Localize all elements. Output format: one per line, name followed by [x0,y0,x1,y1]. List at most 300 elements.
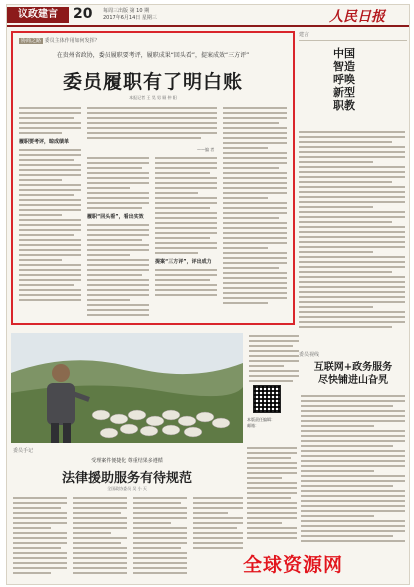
text-line [193,532,243,534]
text-line [19,154,81,156]
text-line [301,525,405,527]
text-line [299,291,405,293]
text-line [13,557,67,559]
text-line [223,107,287,109]
kicker-tag: 协商之路 [21,38,42,44]
text-line [301,475,405,477]
text-line [133,532,187,534]
right-bottom-section: 委员视线 [299,352,320,358]
text-line [249,355,299,357]
text-line [299,221,392,223]
text-line [223,212,287,214]
issue-info [103,8,157,22]
bottom-middle-column [247,447,297,542]
text-line [13,507,61,509]
text-line [133,547,181,549]
text-line [87,274,142,276]
text-line [87,167,142,169]
text-line [247,507,297,509]
text-line [299,146,405,148]
text-line [301,400,405,402]
text-line [299,181,392,183]
text-line [193,517,243,519]
text-line [249,370,299,372]
text-line [13,532,67,534]
text-line [223,142,287,144]
text-line [301,425,374,427]
text-line [301,430,405,432]
text-line [223,197,268,199]
text-line [223,217,279,219]
page-number: 20 [73,6,93,22]
right-body [299,131,405,331]
text-line [155,284,217,286]
text-line [193,542,243,544]
text-line [87,177,149,179]
text-line [301,480,405,482]
text-line [301,450,405,452]
text-line [247,477,282,479]
text-line [13,542,67,544]
lead-column-2 [87,157,149,319]
text-line [13,512,67,514]
text-line [249,335,299,337]
text-line [223,287,287,289]
text-line [299,301,405,303]
text-line [133,572,187,574]
text-line [301,490,405,492]
text-line [247,532,297,534]
text-line [155,167,217,169]
text-line [133,497,187,499]
text-line [299,241,405,243]
text-line [223,202,287,204]
text-line [73,507,127,509]
text-line [299,196,405,198]
text-line [299,141,392,143]
text-line [249,375,299,377]
text-line [249,360,299,362]
text-line [299,191,405,193]
text-line [19,214,62,216]
text-line [155,172,210,174]
text-line [223,257,287,259]
text-line [155,294,217,296]
text-line [301,470,374,472]
text-line [19,112,81,114]
text-line [19,107,81,109]
text-line [299,271,392,273]
text-line [249,350,299,352]
text-line [73,542,121,544]
text-line [301,535,393,537]
right-headline-line-2: 智造 [333,60,355,73]
right-headline [333,47,393,112]
text-line [13,517,67,519]
text-line [87,182,149,184]
text-line [155,222,217,224]
text-line [155,217,217,219]
text-line [223,262,287,264]
text-line [301,440,405,442]
text-line [87,224,149,226]
text-line [155,274,217,276]
text-line [299,166,405,168]
text-line [155,289,217,291]
text-line [247,517,297,519]
text-line [87,157,149,159]
text-line [299,156,405,158]
editor-credit-line-1: 本版责任编辑： [247,417,275,422]
text-line [223,227,287,229]
text-line [73,552,127,554]
photo-image [11,333,243,443]
text-line [155,197,217,199]
text-line [223,167,279,169]
text-line [193,522,243,524]
text-line [19,244,81,246]
text-line [19,264,81,266]
text-line [13,547,61,549]
text-line [73,537,127,539]
text-line [13,497,67,499]
text-line [19,299,81,301]
bottom-left-section: 委员手记 [13,448,34,454]
text-line [193,512,228,514]
text-line [155,182,217,184]
page-header [7,5,409,25]
header-rule [7,25,409,27]
text-line [299,316,405,318]
text-line [13,522,67,524]
right-headline-line-5: 职教 [333,99,355,112]
text-line [299,296,405,298]
text-line [19,117,74,119]
text-line [247,472,297,474]
bottom-left-byline: 全国政协委员 吴 小 天 [107,486,147,491]
text-line [73,527,127,529]
right-bottom-title-line-2: 尽快铺进山旮旯 [318,375,388,386]
lead-article-highlight [11,31,295,325]
text-line [223,147,268,149]
text-line [299,306,373,308]
kicker-text: 委员主体作用如何发挥？ [44,38,100,44]
text-line [247,482,297,484]
text-line [299,286,405,288]
text-line [299,251,373,253]
lead-byline: 本报记者 王 昊 男 顾 仲 阳 [129,95,177,100]
text-line [19,194,74,196]
text-line [87,229,149,231]
text-line [19,234,74,236]
text-line [193,507,243,509]
text-line [19,209,81,211]
text-line [247,452,297,454]
right-headline-line-3: 呼唤 [333,73,355,86]
text-line [73,517,127,519]
text-line [193,502,243,504]
text-line [87,269,149,271]
text-line [87,112,217,114]
right-section-label: 建言 [299,31,407,41]
text-line [299,161,373,163]
text-line [19,159,74,161]
text-line [155,242,217,244]
text-line [299,266,405,268]
photo-caption [249,335,299,385]
text-line [249,345,293,347]
text-line [223,242,287,244]
text-line [223,132,287,134]
text-line [223,232,287,234]
text-line [223,112,287,114]
text-line [87,192,149,194]
text-line [19,254,81,256]
text-line [223,157,287,159]
text-line [133,542,187,544]
text-line [301,540,405,542]
text-line [155,269,217,271]
lead-headline: 委员履职有了明白账 [62,71,243,93]
text-line [87,249,149,251]
newspaper-page [6,4,410,585]
text-line [223,237,287,239]
text-line [19,127,81,129]
text-line [133,507,187,509]
text-line [299,276,405,278]
text-line [19,132,62,134]
text-line [87,309,149,311]
text-line [133,527,187,529]
qr-code [253,385,281,413]
lead-subtitle-3: 提案“三方评”，评出成力 [155,259,212,265]
text-line [249,380,293,382]
text-line [223,162,287,164]
text-line [223,292,287,294]
text-line [299,246,405,248]
text-line [19,289,81,291]
text-line [223,172,287,174]
bottom-left-column-3 [133,497,187,577]
text-line [155,237,210,239]
text-line [247,492,297,494]
text-line [133,562,187,564]
text-line [247,487,297,489]
text-line [299,311,405,313]
right-bottom-body [301,395,405,545]
text-line [299,326,392,328]
text-line [247,462,297,464]
masthead-logo: 人民日报 [329,9,385,25]
text-line [87,172,149,174]
text-line [301,460,405,462]
text-line [13,572,51,574]
text-line [299,226,405,228]
text-line [301,445,393,447]
editor-credit [247,417,301,429]
bottom-left-subhead: 受理案件便捷化 尊重结果多遵循 [91,458,163,464]
text-line [223,177,287,179]
text-line [299,261,405,263]
text-line [19,294,81,296]
text-line [133,557,187,559]
text-line [87,202,149,204]
text-line [19,189,81,191]
text-line [223,207,287,209]
text-line [87,234,149,236]
text-line [299,206,373,208]
text-line [301,420,405,422]
text-line [87,264,149,266]
text-line [87,197,149,199]
text-line [19,284,74,286]
text-line [247,467,297,469]
text-line [247,502,297,504]
text-line [301,410,405,412]
text-line [19,122,81,124]
lead-signoff: ——编 者 [197,147,215,152]
text-line [299,211,405,213]
text-line [19,269,81,271]
text-line [73,522,127,524]
text-line [155,227,217,229]
text-line [19,219,81,221]
lead-subtitle-1: 履职要考评，晾成绩单 [19,139,70,145]
text-line [87,127,217,129]
text-line [223,137,287,139]
text-line [87,314,149,316]
text-line [223,117,287,119]
text-line [133,567,187,569]
text-line [301,415,405,417]
text-line [223,272,287,274]
text-line [299,151,405,153]
text-line [87,294,149,296]
issue-line-2: 2017年6月14日 星期三 [103,15,157,21]
text-line [87,289,149,291]
photo-shepherd [11,333,243,443]
text-line [87,107,217,109]
text-line [13,537,67,539]
text-line [301,515,374,517]
text-line [223,187,287,189]
text-line [87,122,217,124]
text-line [87,279,149,281]
text-line [155,207,210,209]
text-line [87,254,130,256]
text-line [19,184,81,186]
text-line [299,256,405,258]
text-line [299,281,405,283]
text-line [19,259,62,261]
text-line [13,567,67,569]
text-line [19,204,81,206]
text-line [223,302,268,304]
text-line [193,547,243,549]
text-line [87,117,217,119]
site-watermark: 全球资源网 [243,554,344,576]
right-headline-line-1: 中国 [333,47,355,60]
text-line [155,192,198,194]
text-line [19,179,62,181]
text-line [73,562,127,564]
text-line [299,201,405,203]
text-line [299,216,405,218]
text-line [73,547,127,549]
bottom-left-headline: 法律援助服务有待规范 [61,471,192,486]
text-line [299,171,405,173]
text-line [223,192,287,194]
right-headline-line-4: 新型 [333,86,355,99]
text-line [19,229,81,231]
text-line [87,132,217,134]
text-line [223,297,287,299]
text-line [301,505,405,507]
text-line [133,502,181,504]
right-bottom-title-line-1: 互联网+政务服务 [313,362,393,373]
text-line [73,512,121,514]
right-bottom-title [299,361,407,387]
text-line [301,520,405,522]
text-line [19,174,81,176]
lead-column-1 [19,107,81,304]
text-line [73,497,127,499]
text-line [223,182,287,184]
text-line [193,527,237,529]
text-line [87,187,130,189]
text-line [247,457,291,459]
text-line [87,304,149,306]
lead-column-3 [155,157,217,299]
text-line [301,495,405,497]
text-line [223,152,287,154]
text-line [301,530,405,532]
text-line [19,249,81,251]
text-line [299,231,405,233]
text-line [155,187,217,189]
text-line [19,239,81,241]
text-line [299,236,405,238]
text-line [223,247,268,249]
text-line [299,321,405,323]
text-line [13,552,67,554]
text-line [247,537,297,539]
text-line [299,136,405,138]
text-line [133,517,187,519]
text-line [13,527,51,529]
text-line [155,252,198,254]
text-line [247,527,297,529]
text-line [87,207,142,209]
text-line [301,465,405,467]
text-line [87,162,149,164]
lead-kicker [19,37,100,44]
text-line [247,497,291,499]
text-line [247,512,297,514]
lead-subtitle-2: 履职“回头看”，看出实效 [87,214,144,220]
text-line [249,340,299,342]
text-line [133,537,187,539]
text-line [223,127,287,129]
text-line [223,267,279,269]
text-line [133,522,171,524]
text-line [87,259,149,261]
text-line [73,567,127,569]
lead-subhead: 在贵州省政协，委员履职要考评，履职成果“回头看”，提案成效“三方评” [56,52,250,59]
text-line [301,510,405,512]
text-line [13,502,67,504]
text-line [19,279,81,281]
